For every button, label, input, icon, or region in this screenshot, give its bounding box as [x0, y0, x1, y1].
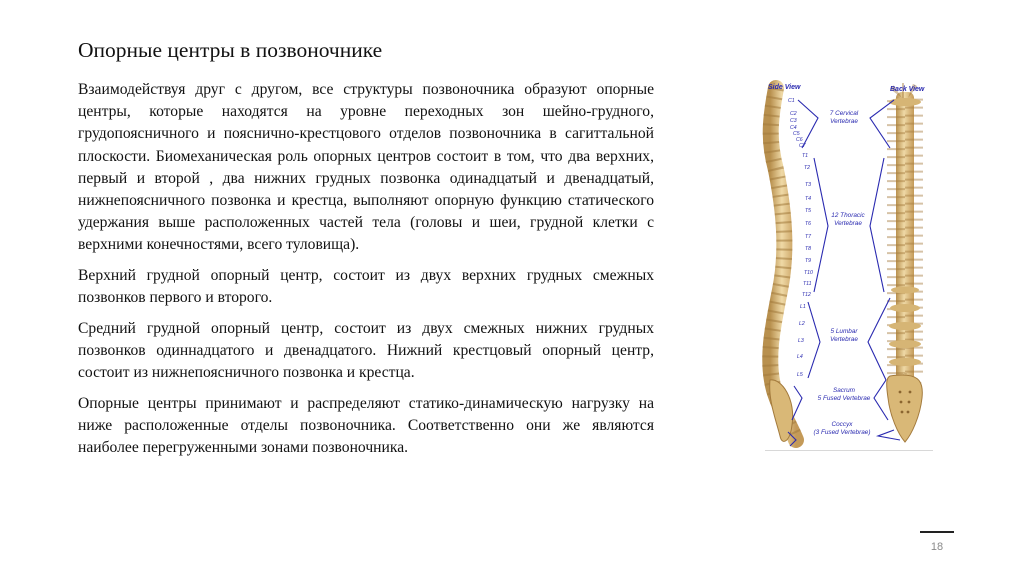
svg-text:Vertebrae: Vertebrae [830, 336, 858, 343]
svg-text:C4: C4 [790, 125, 797, 131]
svg-text:T1: T1 [802, 153, 809, 159]
svg-text:T3: T3 [805, 182, 812, 188]
back-view-label: Back View [890, 86, 925, 93]
paragraph-load-distribution: Опорные центры принимают и распределяют статико-динамическую нагрузку на ниже расположенные отделы позвоночника. Соответственно они же являются наиболее перегруженными зонами позвоночника. [78, 394, 654, 457]
svg-text:T9: T9 [805, 258, 812, 264]
svg-text:T12: T12 [802, 292, 811, 298]
sacrum-label: Sacrum [832, 387, 856, 394]
paragraph-middle-lower-center: Средний грудной опорный центр, состоит из двух смежных нижних грудных позвонков одиннадцатого и двенадцатого. Нижний крестцовый опорный центр, состоит из нижнепоясничного позвонка и крестца. [78, 320, 654, 382]
figure-baseline [765, 450, 933, 451]
svg-text:C6: C6 [796, 137, 803, 143]
spine-diagram-svg [762, 80, 934, 452]
body-text [78, 79, 654, 467]
paragraph-upper-center: Верхний грудной опорный центр, состоит из двух верхних грудных смежных позвонков первого и второго. [78, 266, 654, 306]
thoracic-label: 12 Thoracic [831, 212, 865, 219]
lumbar-label: 5 Lumbar [830, 328, 858, 335]
back-view-spine [887, 92, 923, 442]
svg-text:T7: T7 [805, 234, 812, 240]
svg-text:C5: C5 [793, 131, 800, 137]
svg-text:T11: T11 [803, 281, 812, 287]
svg-text:T5: T5 [805, 208, 812, 214]
svg-text:C2: C2 [790, 111, 797, 117]
svg-text:T10: T10 [804, 270, 813, 276]
svg-text:5 Fused Vertebrae: 5 Fused Vertebrae [817, 395, 871, 402]
svg-text:C3: C3 [790, 118, 797, 124]
svg-text:T4: T4 [805, 196, 812, 202]
svg-text:L3: L3 [798, 338, 804, 344]
svg-text:L1: L1 [800, 304, 806, 310]
cervical-label: 7 Cervical [829, 110, 859, 117]
svg-text:T8: T8 [805, 246, 812, 252]
page-number: 18 [930, 541, 944, 553]
side-view-label: Side View [768, 84, 801, 91]
spine-illustration [762, 80, 934, 452]
region-labels [814, 110, 871, 436]
paragraph-support-centers-intro: Взаимодействуя друг с другом, все структуры позвоночника образуют опорные центры, которые находятся на уровне переходных зон шейно-грудного, грудопоясничного и пояснично-крестцового отделов позвоночника в сагиттальной плоскости. Биомеханическая роль опорных центров состоит в том, что два верхних, первый и второй , два нижних грудных позвонка одинадцатый и двенадцатый, нижнепоясничного позвонка и крестца, выполняют опорную функцию статического удержания выше расположенных частей тела (головы и шеи, грудной клетки с верхними конечностями, всего туловища). [78, 81, 654, 254]
svg-text:Vertebrae: Vertebrae [830, 118, 858, 125]
svg-text:C7: C7 [799, 143, 806, 149]
svg-text:(3 Fused Vertebrae): (3 Fused Vertebrae) [813, 429, 871, 436]
svg-text:C1: C1 [788, 98, 795, 104]
svg-text:T2: T2 [804, 165, 811, 171]
svg-text:L5: L5 [797, 372, 803, 378]
coccyx-label: Coccyx [831, 421, 853, 428]
page-number-rule [920, 531, 954, 533]
svg-text:L2: L2 [799, 321, 805, 327]
svg-text:L4: L4 [797, 354, 803, 360]
side-view-spine [770, 88, 796, 441]
svg-text:T6: T6 [805, 221, 812, 227]
svg-text:Vertebrae: Vertebrae [834, 220, 862, 227]
slide-title: Опорные центры в позвоночнике [78, 38, 383, 62]
